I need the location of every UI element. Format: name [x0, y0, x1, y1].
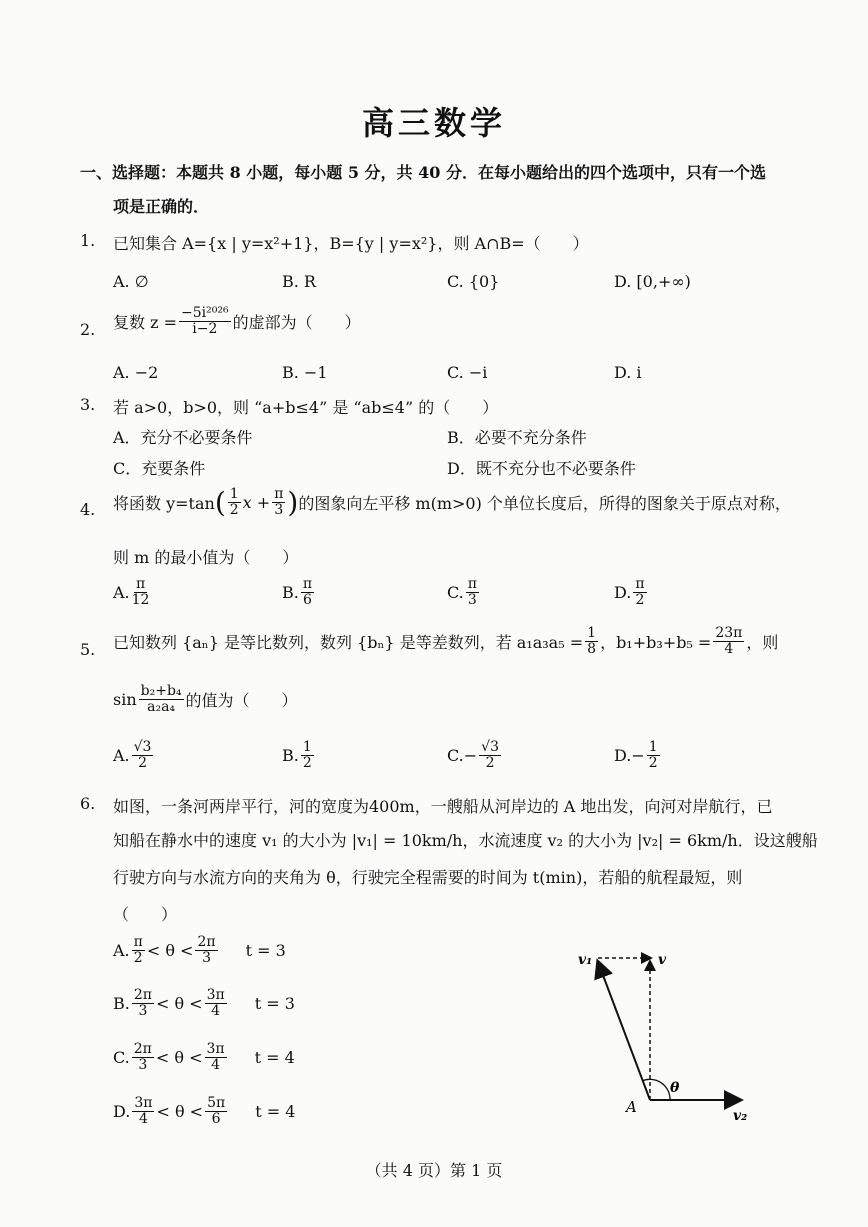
- time-value: t = 4: [255, 1102, 296, 1122]
- option-b: B. R: [282, 272, 316, 291]
- option-a: A. −2: [113, 363, 159, 382]
- fraction-denominator: 2: [133, 950, 143, 967]
- time-value: t = 3: [245, 941, 286, 961]
- vector-v1-arrow: [598, 962, 650, 1100]
- option-b: [282, 577, 316, 609]
- fraction-numerator: 1: [229, 485, 239, 502]
- fraction-numerator: π: [302, 576, 313, 592]
- fraction: [228, 487, 241, 519]
- fraction: [132, 1096, 154, 1128]
- fraction: [132, 988, 154, 1020]
- fraction-denominator: 3: [274, 502, 284, 518]
- fraction: [479, 740, 501, 772]
- question-number: 1.: [80, 231, 96, 250]
- label-point-a: A: [626, 1098, 637, 1116]
- fraction-denominator: 2: [485, 755, 495, 772]
- inequality-mid: < θ <: [146, 941, 194, 961]
- fraction: [132, 577, 150, 609]
- fraction-denominator: 2: [302, 755, 312, 772]
- fraction: [272, 487, 285, 519]
- paren-close: ): [287, 486, 299, 519]
- fraction: [713, 626, 744, 658]
- fraction-numerator: −5i²⁰²⁶: [181, 305, 229, 321]
- fraction-denominator: 12: [131, 592, 150, 609]
- time-value: t = 4: [254, 1048, 295, 1068]
- option-a: [113, 740, 155, 772]
- question-number: 2.: [80, 320, 96, 339]
- fraction-numerator: 2π: [133, 1041, 152, 1057]
- option-label: A.: [113, 583, 130, 603]
- option-b: B. −1: [282, 363, 328, 382]
- fraction-denominator: 3: [138, 1057, 148, 1074]
- fraction-numerator: π: [274, 485, 284, 502]
- fraction-numerator: 1: [302, 739, 312, 755]
- question-6-line4: （ ）: [113, 905, 178, 924]
- fraction-numerator: √3: [133, 739, 152, 755]
- fraction: [205, 1096, 227, 1128]
- fraction: [647, 740, 660, 772]
- fraction: [195, 935, 217, 967]
- option-d: [113, 1096, 295, 1128]
- label-v2: v₂: [733, 1108, 748, 1124]
- option-sign: −: [463, 746, 478, 766]
- question-2-stem-post: 的虚部为（ ）: [232, 313, 361, 333]
- fraction: [301, 577, 314, 609]
- option-d: D．既不充分也不必要条件: [447, 459, 636, 478]
- section-instructions-line2: 项是正确的．: [113, 197, 210, 216]
- fraction-denominator: i−2: [192, 321, 218, 338]
- question-6-line2: 知船在静水中的速度 v₁ 的大小为 |v₁| = 10km/h，水流速度 v₂ 的大小为 |v₂| = 6km/h．设这艘船: [113, 831, 818, 850]
- question-number: 4.: [80, 500, 96, 519]
- inequality-mid: < θ <: [156, 1102, 204, 1122]
- fraction-numerator: 3π: [206, 987, 225, 1003]
- fraction-denominator: 4: [211, 1003, 221, 1020]
- fraction: [132, 1042, 154, 1074]
- fraction-denominator: a₂a₄: [147, 699, 176, 716]
- option-label: A.: [113, 941, 130, 961]
- question-4-stem: [113, 486, 791, 519]
- fraction-numerator: 23π: [715, 625, 743, 641]
- option-sign: −: [631, 746, 645, 766]
- fraction-denominator: 2: [648, 755, 658, 772]
- sin-label: sin: [113, 690, 137, 710]
- option-label: D.: [113, 1102, 131, 1122]
- velocity-vector-diagram: [570, 940, 770, 1130]
- fraction-denominator: 4: [138, 1111, 148, 1128]
- fraction-numerator: π: [135, 576, 146, 592]
- option-label: C.: [113, 1048, 130, 1068]
- section-instructions-line1: 一、选择题：本题共 8 小题，每小题 5 分，共 40 分．在每小题给出的四个选项中，只有一个选: [80, 163, 766, 182]
- fraction: [179, 306, 231, 338]
- fraction: [633, 577, 646, 609]
- option-label: B.: [113, 994, 130, 1014]
- fraction: [132, 935, 145, 967]
- label-theta: θ: [670, 1080, 680, 1096]
- fraction: [585, 626, 598, 658]
- fraction-numerator: 1: [648, 739, 658, 755]
- fraction-denominator: 6: [211, 1111, 221, 1128]
- question-5-stem-post: ，则: [746, 633, 779, 653]
- question-5-stem-pre: 已知数列 {aₙ} 是等比数列，数列 {bₙ} 是等差数列，若 a₁a₃a₅ =: [113, 633, 584, 653]
- option-b: [282, 740, 316, 772]
- question-3-stem: 若 a>0，b>0，则 “a+b≤4” 是 “ab≤4” 的（ ）: [113, 398, 499, 417]
- question-2-stem-pre: 复数 z =: [113, 313, 178, 333]
- fraction-denominator: 3: [467, 592, 477, 609]
- fraction-denominator: 3: [138, 1003, 148, 1020]
- fraction-denominator: 4: [724, 641, 734, 658]
- paren-open: (: [214, 486, 226, 519]
- label-v: v: [658, 952, 667, 968]
- fraction: [132, 740, 154, 772]
- fraction-numerator: 5π: [207, 1095, 226, 1111]
- fraction-numerator: 3π: [134, 1095, 153, 1111]
- fraction-numerator: π: [467, 576, 477, 592]
- option-a: A．充分不必要条件: [113, 428, 253, 447]
- option-label: A.: [113, 746, 130, 766]
- option-label: C.: [447, 583, 464, 603]
- question-5-stem-post2: 的值为（ ）: [185, 691, 298, 711]
- question-1-stem: 已知集合 A={x | y=x²+1}，B={y | y=x²}，则 A∩B=（ ）: [113, 234, 589, 253]
- inequality-mid: < θ <: [155, 994, 203, 1014]
- fraction-denominator: 2: [138, 755, 148, 772]
- option-c: [113, 1042, 295, 1074]
- fraction-denominator: 8: [587, 641, 597, 658]
- option-c: [447, 577, 481, 609]
- option-c: [447, 740, 503, 772]
- option-a: [113, 935, 286, 967]
- fraction: [205, 988, 227, 1020]
- option-d: [614, 577, 649, 609]
- fraction-denominator: 3: [202, 950, 211, 967]
- question-number: 5.: [80, 640, 96, 659]
- question-5-stem-line2: [113, 684, 298, 716]
- fraction-numerator: 1: [587, 625, 597, 641]
- label-v1: v₁: [578, 952, 593, 968]
- fraction-numerator: π: [133, 934, 143, 950]
- fraction-denominator: 2: [635, 592, 645, 609]
- question-2-stem: [113, 306, 361, 338]
- fraction-denominator: 4: [211, 1057, 221, 1074]
- option-c: C．充要条件: [113, 459, 206, 478]
- question-4-stem-pre: 将函数 y=tan: [113, 494, 215, 513]
- variable-x: x +: [242, 493, 271, 512]
- option-label: B.: [282, 583, 299, 603]
- option-label: D.: [614, 583, 632, 603]
- option-d: D. i: [614, 363, 642, 382]
- inequality-mid: < θ <: [155, 1048, 203, 1068]
- fraction: [466, 577, 479, 609]
- option-b: B．必要不充分条件: [447, 428, 587, 447]
- option-d: [614, 740, 662, 772]
- option-c: C. {0}: [447, 272, 500, 291]
- option-label: D.: [614, 746, 632, 766]
- option-a: [113, 577, 151, 609]
- fraction-numerator: π: [635, 576, 645, 592]
- time-value: t = 3: [254, 994, 295, 1014]
- fraction: [205, 1042, 227, 1074]
- option-label: C.: [447, 746, 464, 766]
- question-6-line1: 如图，一条河两岸平行，河的宽度为400m，一艘船从河岸边的 A 地出发，向河对岸航行，已: [113, 797, 773, 816]
- page-title: 高三数学: [361, 104, 506, 142]
- fraction-numerator: 2π: [197, 934, 216, 950]
- option-label: B.: [282, 746, 299, 766]
- option-c: C. −i: [447, 363, 488, 382]
- page-footer: （共 4 页）第 1 页: [365, 1161, 503, 1180]
- question-5-stem: [113, 626, 778, 658]
- option-b: [113, 988, 295, 1020]
- option-d: D. [0,+∞): [614, 272, 691, 291]
- question-6-line3: 行驶方向与水流方向的夹角为 θ，行驶完全程需要的时间为 t(min)，若船的航程最短，则: [113, 868, 743, 887]
- question-number: 3.: [80, 395, 96, 414]
- fraction-numerator: 2π: [133, 987, 152, 1003]
- fraction-numerator: √3: [481, 739, 499, 755]
- fraction-denominator: 6: [302, 592, 312, 609]
- question-5-stem-mid: ，b₁+b₃+b₅ =: [600, 633, 712, 653]
- question-4-stem-line2: 则 m 的最小值为（ ）: [113, 548, 299, 567]
- question-number: 6.: [80, 794, 96, 813]
- fraction: [139, 684, 184, 716]
- fraction-numerator: b₂+b₄: [140, 683, 182, 699]
- fraction-denominator: 2: [229, 502, 239, 518]
- fraction-numerator: 3π: [206, 1041, 225, 1057]
- question-4-stem-post: 的图象向左平移 m(m>0) 个单位长度后，所得的图象关于原点对称，: [298, 494, 791, 513]
- option-a: A. ∅: [113, 272, 149, 291]
- fraction: [301, 740, 314, 772]
